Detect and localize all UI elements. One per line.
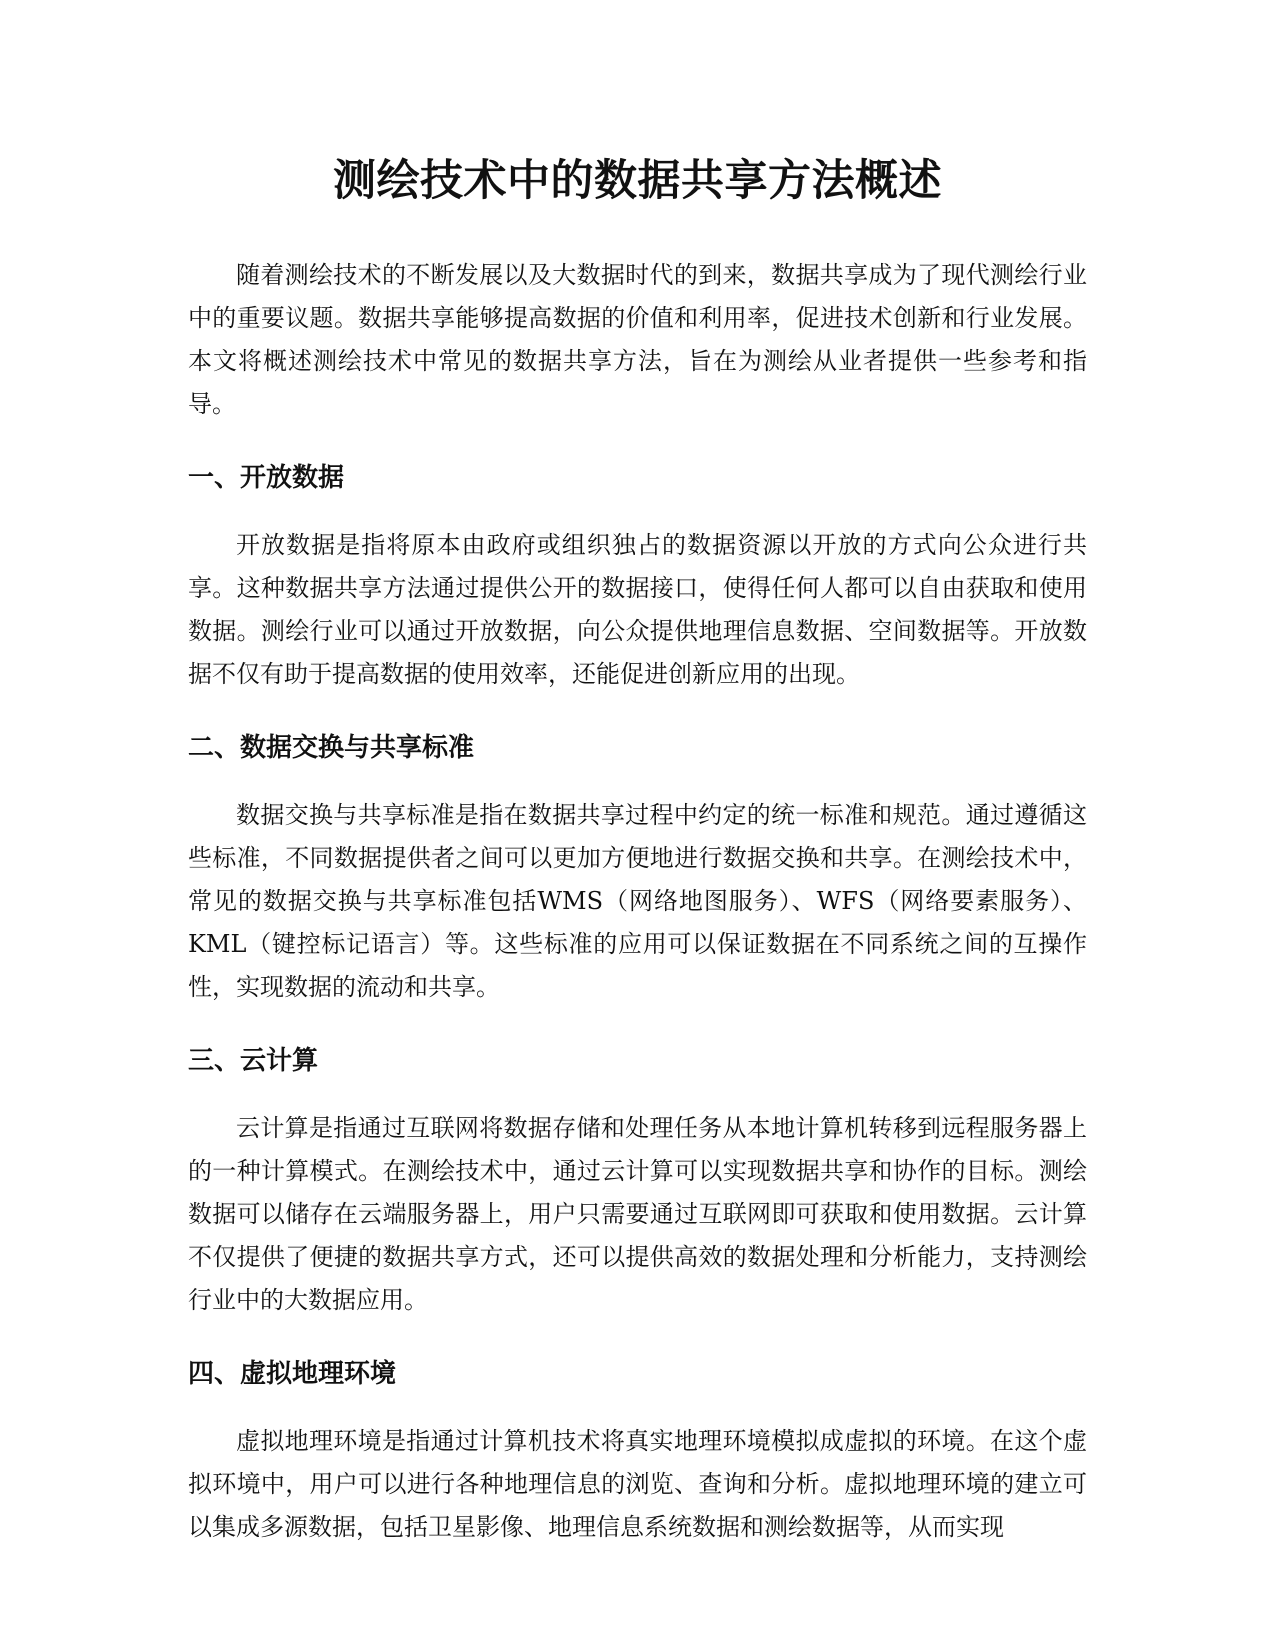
section-body-virtual-geo-env: 虚拟地理环境是指通过计算机技术将真实地理环境模拟成虚拟的环境。在这个虚拟环境中，用户可以进行各种地理信息的浏览、查询和分析。虚拟地理环境的建立可以集成多源数据，包括卫星影像、地理信息系统数据和测绘数据等，从而实现 — [188, 1427, 1087, 1541]
section-heading-virtual-geo-env: 四、虚拟地理环境 — [188, 1359, 397, 1389]
section-heading-exchange-standards: 二、数据交换与共享标准 — [188, 733, 475, 763]
intro-paragraph: 随着测绘技术的不断发展以及大数据时代的到来，数据共享成为了现代测绘行业中的重要议题。数据共享能够提高数据的价值和利用率，促进技术创新和行业发展。本文将概述测绘技术中常见的数据共享方法，旨在为测绘从业者提供一些参考和指导。 — [188, 261, 1087, 418]
document-body — [188, 150, 1087, 1549]
section-body-open-data: 开放数据是指将原本由政府或组织独占的数据资源以开放的方式向公众进行共享。这种数据共享方法通过提供公开的数据接口，使得任何人都可以自由获取和使用数据。测绘行业可以通过开放数据，向公众提供地理信息数据、空间数据等。开放数据不仅有助于提高数据的使用效率，还能促进创新应用的出现。 — [188, 531, 1087, 688]
document-title: 测绘技术中的数据共享方法概述 — [333, 156, 942, 206]
section-heading-open-data: 一、开放数据 — [188, 463, 345, 493]
section-body-exchange-standards: 数据交换与共享标准是指在数据共享过程中约定的统一标准和规范。通过遵循这些标准，不同数据提供者之间可以更加方便地进行数据交换和共享。在测绘技术中，常见的数据交换与共享标准包括WMS（网络地图服务）、WFS（网络要素服务）、KML（键控标记语言）等。这些标准的应用可以保证数据在不同系统之间的互操作性，实现数据的流动和共享。 — [188, 801, 1087, 1001]
section-heading-cloud-computing: 三、云计算 — [188, 1046, 319, 1076]
section-body-cloud-computing: 云计算是指通过互联网将数据存储和处理任务从本地计算机转移到远程服务器上的一种计算模式。在测绘技术中，通过云计算可以实现数据共享和协作的目标。测绘数据可以储存在云端服务器上，用户只需要通过互联网即可获取和使用数据。云计算不仅提供了便捷的数据共享方式，还可以提供高效的数据处理和分析能力，支持测绘行业中的大数据应用。 — [188, 1114, 1087, 1314]
